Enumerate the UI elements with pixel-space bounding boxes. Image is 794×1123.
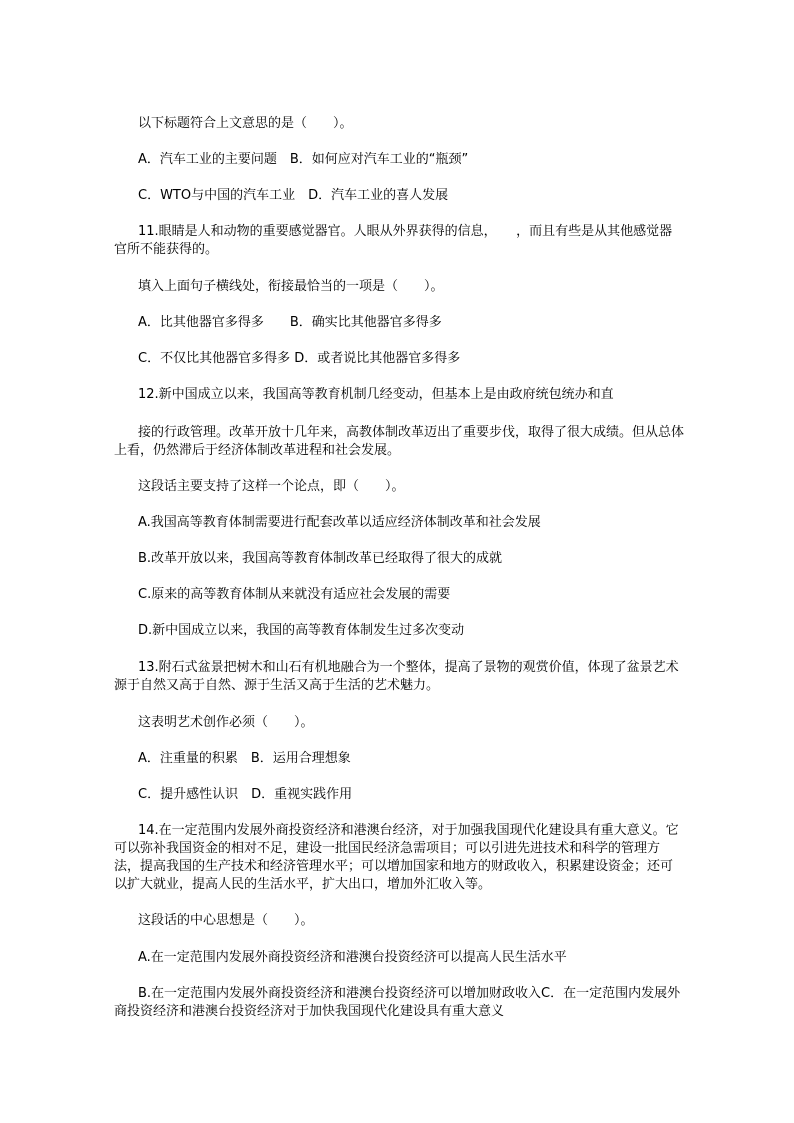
q14-option-a: A.在一定范围内发展外商投资经济和港澳台投资经济可以提高人民生活水平 bbox=[138, 950, 567, 965]
q13-stem: 这表明艺术创作必须（ ）。 bbox=[138, 715, 314, 730]
q13-options-ab: A．注重量的积累 B．运用合理想象 bbox=[138, 751, 351, 766]
q13-passage: 13.附石式盆景把树木和山石有机地融合为一个整体，提高了景物的观赏价值，体现了盆景艺术源于自然又高于自然、源于生活又高于生活的艺术魅力。 bbox=[114, 660, 679, 693]
q12-passage-line1: 12.新中国成立以来，我国高等教育机制几经变动，但基本上是由政府统包统办和直 bbox=[138, 387, 614, 402]
q10-options-ab: A．汽车工业的主要问题 B．如何应对汽车工业的“瓶颈” bbox=[138, 152, 469, 167]
q12-option-c: C.原来的高等教育体制从来就没有适应社会发展的需要 bbox=[138, 587, 451, 602]
q12-stem: 这段话主要支持了这样一个论点，即（ ）。 bbox=[138, 479, 405, 494]
q14-passage: 14.在一定范围内发展外商投资经济和港澳台经济，对于加强我国现代化建设具有重大意义。它可以弥补我国资金的相对不足，建设一批国民经济急需项目；可以引进先进技术和科学的管理方法，提高我国的生产技术和经济管理水平；可以增加国家和地方的财政收入，积累建设资金；还可以扩大就业，提高人民的生活水平，扩大出口，增加外汇收入等。 bbox=[114, 823, 679, 892]
q14-stem: 这段话的中心思想是（ ）。 bbox=[138, 913, 314, 928]
q10-stem: 以下标题符合上文意思的是（ ）。 bbox=[138, 116, 353, 131]
q10-options-cd: C．WTO与中国的汽车工业 D．汽车工业的喜人发展 bbox=[138, 188, 449, 203]
q11-passage: 11.眼睛是人和动物的重要感觉器官。人眼从外界获得的信息， ，而且有些是从其他感觉器官所不能获得的。 bbox=[114, 224, 673, 257]
q13-options-cd: C．提升感性认识 D．重视实践作用 bbox=[138, 787, 353, 802]
q12-option-a: A.我国高等教育体制需要进行配套改革以适应经济体制改革和社会发展 bbox=[138, 515, 541, 530]
q12-option-d: D.新中国成立以来，我国的高等教育体制发生过多次变动 bbox=[138, 623, 465, 638]
q12-passage-line2: 接的行政管理。改革开放十几年来，高教体制改革迈出了重要步伐，取得了很大成绩。但从总体上看，仍然滞后于经济体制改革进程和社会发展。 bbox=[114, 425, 685, 458]
q11-stem: 填入上面句子横线处，衔接最恰当的一项是（ ）。 bbox=[138, 279, 444, 294]
q11-options-cd: C．不仅比其他器官多得多 D．或者说比其他器官多得多 bbox=[138, 351, 461, 366]
q14-options-bc: B.在一定范围内发展外商投资经济和港澳台投资经济可以增加财政收入C．在一定范围内发展外商投资经济和港澳台投资经济对于加快我国现代化建设具有重大意义 bbox=[114, 986, 681, 1019]
q12-option-b: B.改革开放以来，我国高等教育体制改革已经取得了很大的成就 bbox=[138, 551, 503, 566]
q11-options-ab: A．比其他器官多得多 B．确实比其他器官多得多 bbox=[138, 315, 442, 330]
